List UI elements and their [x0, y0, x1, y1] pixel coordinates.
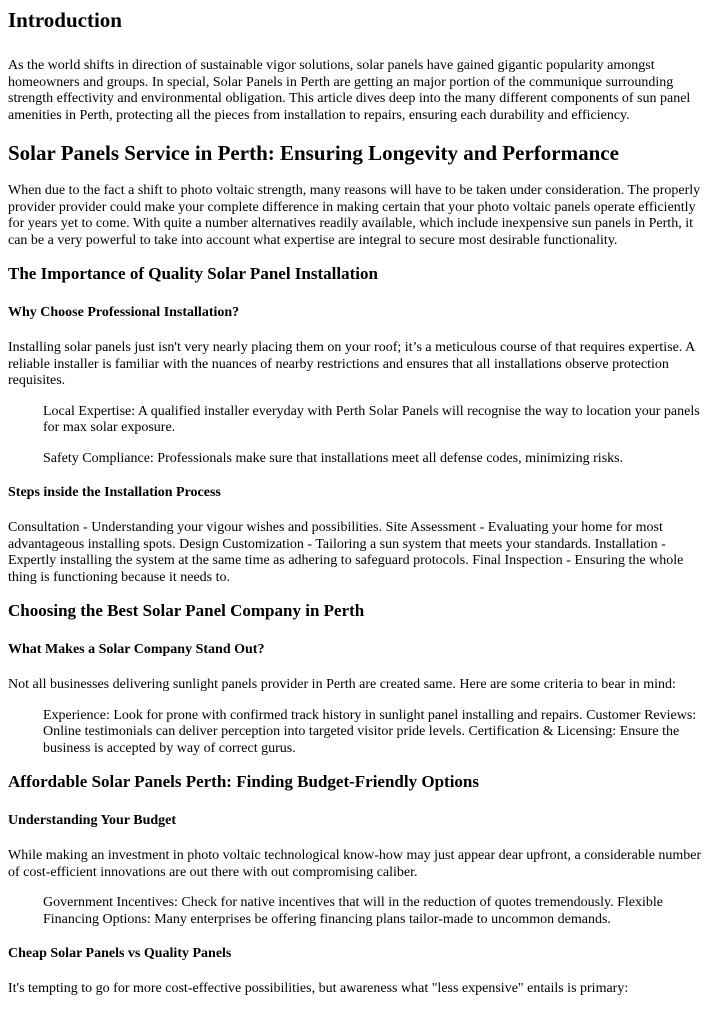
- safety-compliance-quote: Safety Compliance: Professionals make sure that installations meet all defense codes, minimizing risks.: [43, 450, 624, 466]
- installation-heading: The Importance of Quality Solar Panel Installation: [8, 264, 378, 283]
- article-page: [0, 8, 720, 998]
- company-criteria-quote: Experience: Look for prone with confirmed track history in sunlight panel installing and repairs. Customer Reviews: Online testimonials can deliver perception into targeted visitor pride levels. Certification & Licensing: Ensure the business is accepted by way of correct gurus.: [43, 707, 697, 756]
- local-expertise-quote: Local Expertise: A qualified installer everyday with Perth Solar Panels will recognise the way to location your panels for max solar exposure.: [43, 403, 700, 435]
- why-professional-paragraph: Installing solar panels just isn't very nearly placing them on your roof; it’s a meticulous course of that requires expertise. A reliable installer is familiar with the nuances of nearby restrictions and ensures that all installations observe protection requisites.: [8, 340, 695, 388]
- installation-steps-heading: Steps inside the Installation Process: [8, 485, 221, 500]
- cheap-vs-quality-paragraph: It's tempting to go for more cost-effective possibilities, but awareness what "less expensive" entails is primary:: [8, 981, 629, 996]
- budget-options-quote: Government Incentives: Check for native incentives that will in the reduction of quotes tremendously. Flexible Financing Options: Many enterprises be offering financing plans tailor-made to uncommon demands.: [43, 895, 663, 927]
- service-paragraph: When due to the fact a shift to photo voltaic strength, many reasons will have to be taken under consideration. The properly provider provider could make your complete difference in making certain that your photo voltaic panels operate efficiently for years yet to come. With quite a number alternatives readily available, which include inexpensive sun panels in Perth, it can be a very powerful to take into account what expertise are integral to secure most desirable functionality.: [8, 183, 701, 248]
- company-standout-heading: What Makes a Solar Company Stand Out?: [8, 642, 265, 657]
- budget-paragraph: While making an investment in photo voltaic technological know-how may just appear dear upfront, a considerable number of cost-efficient innovations are out there with out compromising caliber.: [8, 848, 702, 880]
- budget-heading: Understanding Your Budget: [8, 813, 177, 828]
- cheap-vs-quality-heading: Cheap Solar Panels vs Quality Panels: [8, 946, 232, 961]
- company-standout-paragraph: Not all businesses delivering sunlight panels provider in Perth are created same. Here are some criteria to bear in mind:: [8, 677, 676, 692]
- intro-paragraph: As the world shifts in direction of sustainable vigor solutions, solar panels have gained gigantic popularity amongst homeowners and groups. In special, Solar Panels in Perth are getting an major portion of the communique surrounding strength effectivity and environmental obligation. This article dives deep into the many different components of sun panel amenities in Perth, protecting all the pieces from installation to repairs, ensuring each durability and efficiency.: [8, 58, 691, 123]
- service-heading: Solar Panels Service in Perth: Ensuring Longevity and Performance: [8, 141, 619, 165]
- intro-heading: Introduction: [8, 8, 122, 32]
- company-heading: Choosing the Best Solar Panel Company in Perth: [8, 601, 365, 620]
- why-professional-heading: Why Choose Professional Installation?: [8, 305, 240, 320]
- affordable-heading: Affordable Solar Panels Perth: Finding Budget-Friendly Options: [8, 772, 479, 791]
- installation-steps-paragraph: Consultation - Understanding your vigour wishes and possibilities. Site Assessment - Evaluating your home for most advantageous installing spots. Design Customization - Tailoring a sun system that meets your standards. Installation - Expertly installing the system at the same time as adhering to safeguard protocols. Final Inspection - Ensuring the whole thing is functioning because it needs to.: [8, 520, 684, 585]
